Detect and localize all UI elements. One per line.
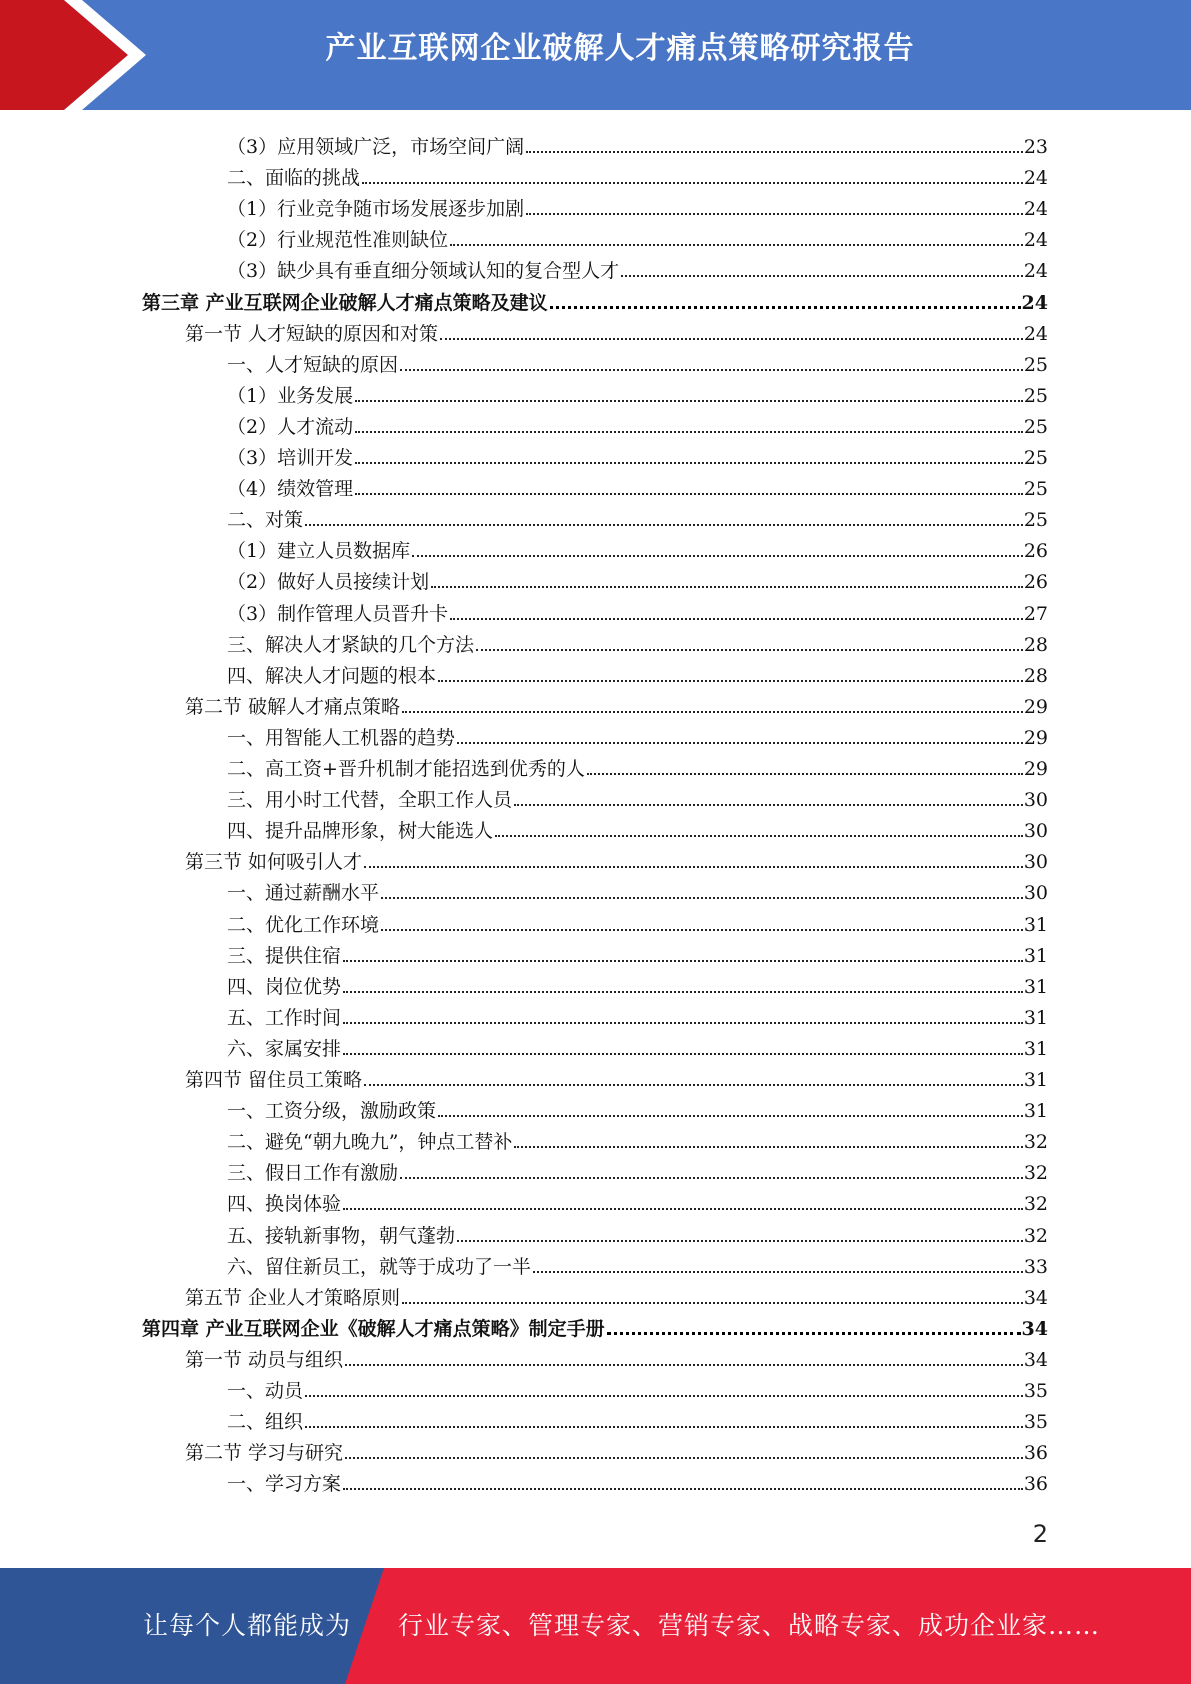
toc-entry-title: 一、通过薪酬水平 <box>227 882 380 905</box>
toc-dot-leader <box>343 960 1023 962</box>
toc-dot-leader <box>450 244 1023 246</box>
toc-entry-title: 二、避免“朝九晚九”，钟点工替补 <box>227 1131 513 1154</box>
toc-entry-page: 25 <box>1023 384 1048 407</box>
toc-entry[interactable] <box>227 1154 1048 1185</box>
toc-entry[interactable] <box>227 563 1048 594</box>
toc-entry-page: 24 <box>1023 260 1048 283</box>
toc-entry-title: 第四节 留住员工策略 <box>185 1069 363 1091</box>
toc-entry-title: 六、家属安排 <box>227 1037 342 1060</box>
toc-dot-leader <box>343 991 1023 993</box>
toc-entry-title: 第三章 产业互联网企业破解人才痛点策略及建议 <box>142 291 548 314</box>
toc-entry[interactable] <box>227 377 1048 408</box>
toc-entry-title: 五、工作时间 <box>227 1006 342 1029</box>
toc-entry-page: 29 <box>1023 695 1048 718</box>
toc-entry-title: 二、对策 <box>227 509 304 532</box>
toc-entry[interactable] <box>227 1185 1048 1216</box>
toc-entry[interactable] <box>227 812 1048 843</box>
toc-dot-leader <box>438 680 1023 682</box>
toc-entry-page: 25 <box>1023 509 1048 532</box>
toc-dot-leader <box>402 711 1023 713</box>
toc-entry-title: （2）人才流动 <box>227 415 354 438</box>
toc-entry-page: 29 <box>1023 758 1048 780</box>
toc-entry[interactable] <box>142 1310 1048 1341</box>
toc-entry-title: 一、学习方案 <box>227 1473 342 1496</box>
toc-entry[interactable] <box>227 408 1048 439</box>
toc-entry-title: 第一节 动员与组织 <box>185 1348 344 1371</box>
toc-entry-title: （1）行业竞争随市场发展逐步加剧 <box>227 198 525 221</box>
toc-entry-page: 27 <box>1023 602 1048 625</box>
header-chevron-decoration <box>0 0 160 110</box>
toc-entry-title: （1）业务发展 <box>227 384 354 407</box>
toc-entry[interactable] <box>185 1341 1048 1372</box>
toc-entry-page: 32 <box>1023 1224 1048 1247</box>
toc-entry[interactable] <box>227 906 1048 937</box>
toc-dot-leader <box>400 1177 1023 1179</box>
toc-dot-leader <box>476 649 1023 651</box>
toc-dot-leader <box>343 1208 1023 1210</box>
toc-entry-page: 34 <box>1023 1348 1048 1371</box>
toc-dot-leader <box>533 1271 1023 1273</box>
toc-entry[interactable] <box>185 315 1048 346</box>
toc-entry[interactable] <box>227 626 1048 657</box>
toc-entry-page: 36 <box>1023 1473 1048 1496</box>
toc-dot-leader <box>457 742 1023 744</box>
toc-dot-leader <box>438 1115 1023 1117</box>
toc-dot-leader <box>550 306 1021 309</box>
toc-entry[interactable] <box>227 128 1048 159</box>
toc-entry-title: 第四章 产业互联网企业《破解人才痛点策略》制定手册 <box>142 1317 605 1340</box>
toc-entry-page: 33 <box>1023 1255 1048 1278</box>
toc-dot-leader <box>402 1302 1023 1304</box>
toc-entry-page: 31 <box>1023 913 1048 936</box>
toc-entry-title: 五、接轨新事物，朝气蓬勃 <box>227 1224 456 1247</box>
toc-dot-leader <box>305 1395 1023 1397</box>
toc-entry-title: 六、留住新员工，就等于成功了一半 <box>227 1255 532 1278</box>
toc-entry[interactable] <box>227 968 1048 999</box>
toc-entry-page: 32 <box>1023 1193 1048 1216</box>
toc-entry-page: 28 <box>1023 664 1048 687</box>
toc-entry-title: （3）缺少具有垂直细分领域认知的复合型人才 <box>227 260 620 283</box>
toc-entry-page: 25 <box>1023 353 1048 376</box>
toc-entry[interactable] <box>185 688 1048 719</box>
toc-entry[interactable] <box>227 1217 1048 1248</box>
toc-entry-title: （2）行业规范性准则缺位 <box>227 229 449 252</box>
document-title: 产业互联网企业破解人才痛点策略研究报告 <box>325 31 915 66</box>
toc-entry-page: 26 <box>1023 571 1048 594</box>
toc-entry[interactable] <box>227 1465 1048 1496</box>
toc-entry-title: 第二节 学习与研究 <box>185 1442 344 1465</box>
toc-entry-title: （1）建立人员数据库 <box>227 540 411 563</box>
toc-dot-leader <box>345 1457 1023 1459</box>
toc-entry[interactable] <box>227 781 1048 812</box>
toc-entry[interactable] <box>142 284 1048 315</box>
toc-dot-leader <box>457 1240 1023 1242</box>
toc-entry-title: 二、高工资+晋升机制才能招选到优秀的人 <box>227 758 585 780</box>
toc-dot-leader <box>305 524 1023 526</box>
toc-dot-leader <box>305 1426 1023 1428</box>
toc-entry[interactable] <box>185 1279 1048 1310</box>
toc-dot-leader <box>440 338 1023 340</box>
toc-dot-leader <box>621 275 1023 277</box>
toc-entry-title: 第二节 破解人才痛点策略 <box>185 695 401 718</box>
toc-entry-title: 一、动员 <box>227 1380 304 1402</box>
toc-entry-title: 四、岗位优势 <box>227 975 342 998</box>
toc-entry-page: 28 <box>1023 633 1048 656</box>
toc-entry-title: 第一节 人才短缺的原因和对策 <box>185 322 439 345</box>
toc-entry-page: 32 <box>1023 1131 1048 1154</box>
toc-entry-page: 30 <box>1023 820 1048 843</box>
toc-entry[interactable] <box>227 999 1048 1030</box>
toc-dot-leader <box>587 773 1023 775</box>
toc-entry-title: （3）应用领域广泛，市场空间广阔 <box>227 136 525 158</box>
toc-dot-leader <box>343 1488 1023 1490</box>
toc-entry-page: 25 <box>1023 478 1048 501</box>
toc-dot-leader <box>514 1146 1022 1148</box>
toc-entry-title: 三、用小时工代替，全职工作人员 <box>227 789 513 812</box>
toc-dot-leader <box>526 213 1023 215</box>
toc-dot-leader <box>364 1084 1023 1086</box>
toc-dot-leader <box>345 1364 1023 1366</box>
toc-entry-title: 二、面临的挑战 <box>227 167 361 190</box>
toc-dot-leader <box>343 1053 1023 1055</box>
toc-dot-leader <box>450 618 1023 620</box>
toc-dot-leader <box>381 897 1023 899</box>
toc-entry-page: 34 <box>1023 1286 1048 1309</box>
toc-entry[interactable] <box>227 657 1048 688</box>
toc-dot-leader <box>431 586 1023 588</box>
toc-entry-page: 34 <box>1021 1317 1048 1340</box>
toc-entry[interactable] <box>227 937 1048 968</box>
toc-dot-leader <box>355 400 1023 402</box>
toc-entry-title: （4）绩效管理 <box>227 478 354 501</box>
toc-entry[interactable] <box>227 1123 1048 1154</box>
page-header <box>0 0 1191 110</box>
toc-dot-leader <box>400 369 1023 371</box>
toc-entry-page: 25 <box>1023 415 1048 438</box>
toc-entry-page: 31 <box>1023 1037 1048 1060</box>
footer-slogan-left: 让每个人都能成为 <box>143 1611 352 1640</box>
toc-entry-page: 31 <box>1023 944 1048 967</box>
toc-dot-leader <box>381 929 1023 931</box>
page-number: 2 <box>1032 1520 1048 1548</box>
toc-entry-page: 32 <box>1023 1162 1048 1185</box>
toc-entry-title: 三、假日工作有激励 <box>227 1162 399 1185</box>
toc-entry[interactable] <box>185 1061 1048 1092</box>
toc-dot-leader <box>526 151 1023 153</box>
toc-entry-page: 31 <box>1023 1006 1048 1029</box>
toc-entry[interactable] <box>227 1372 1048 1403</box>
toc-entry[interactable] <box>227 532 1048 563</box>
toc-dot-leader <box>343 1022 1023 1024</box>
toc-entry-title: （3）培训开发 <box>227 447 354 469</box>
toc-entry-page: 31 <box>1023 1069 1048 1091</box>
toc-entry[interactable] <box>185 843 1048 874</box>
toc-entry[interactable] <box>227 346 1048 377</box>
toc-entry[interactable] <box>227 159 1048 190</box>
toc-dot-leader <box>362 182 1023 184</box>
toc-entry[interactable] <box>227 252 1048 283</box>
page-footer <box>0 1568 1191 1684</box>
toc-entry-page: 24 <box>1023 167 1048 190</box>
toc-entry[interactable] <box>227 719 1048 750</box>
toc-entry-title: 二、优化工作环境 <box>227 913 380 936</box>
toc-entry[interactable] <box>227 1248 1048 1279</box>
toc-entry-page: 35 <box>1023 1380 1048 1402</box>
toc-entry[interactable] <box>227 1092 1048 1123</box>
toc-entry-title: 一、工资分级，激励政策 <box>227 1100 437 1123</box>
toc-entry[interactable] <box>227 221 1048 252</box>
toc-entry-page: 23 <box>1023 136 1048 158</box>
toc-entry[interactable] <box>227 439 1048 470</box>
toc-entry[interactable] <box>227 501 1048 532</box>
toc-entry-page: 25 <box>1023 447 1048 469</box>
toc-dot-leader <box>364 866 1023 868</box>
toc-entry[interactable] <box>185 1434 1048 1465</box>
toc-entry-page: 29 <box>1023 726 1048 749</box>
toc-entry-page: 24 <box>1023 229 1048 252</box>
toc-dot-leader <box>412 555 1023 557</box>
toc-dot-leader <box>355 462 1023 464</box>
toc-entry-title: 一、用智能人工机器的趋势 <box>227 726 456 749</box>
toc-entry-page: 30 <box>1023 789 1048 812</box>
toc-entry-page: 31 <box>1023 975 1048 998</box>
toc-dot-leader <box>355 493 1023 495</box>
toc-entry[interactable] <box>227 1403 1048 1434</box>
toc-entry[interactable] <box>227 1030 1048 1061</box>
toc-entry-title: 三、解决人才紧缺的几个方法 <box>227 633 475 656</box>
toc-entry-page: 31 <box>1023 1100 1048 1123</box>
toc-entry-page: 26 <box>1023 540 1048 563</box>
toc-dot-leader <box>514 804 1023 806</box>
toc-entry-title: 第三节 如何吸引人才 <box>185 851 363 874</box>
toc-entry-page: 35 <box>1023 1411 1048 1434</box>
toc-entry[interactable] <box>227 874 1048 905</box>
toc-entry-title: 四、换岗体验 <box>227 1193 342 1216</box>
toc-entry-page: 36 <box>1023 1442 1048 1465</box>
toc-entry[interactable] <box>227 470 1048 501</box>
toc-entry-page: 30 <box>1023 882 1048 905</box>
toc-entry-title: 四、提升品牌形象，树大能选人 <box>227 820 494 843</box>
toc-entry[interactable] <box>227 190 1048 221</box>
toc-entry[interactable] <box>227 750 1048 781</box>
toc-entry-page: 24 <box>1021 291 1048 314</box>
toc-entry-title: 二、组织 <box>227 1411 304 1434</box>
toc-entry-title: 三、提供住宿 <box>227 944 342 967</box>
toc-dot-leader <box>355 431 1023 433</box>
toc-dot-leader <box>495 835 1023 837</box>
toc-entry-title: 四、解决人才问题的根本 <box>227 664 437 687</box>
toc-entry-title: （2）做好人员接续计划 <box>227 571 430 594</box>
footer-slogan-right: 行业专家、管理专家、营销专家、战略专家、成功企业家…… <box>398 1611 1101 1640</box>
toc-entry-page: 24 <box>1023 322 1048 345</box>
toc-entry-page: 24 <box>1023 198 1048 221</box>
toc-entry-title: 一、人才短缺的原因 <box>227 353 399 376</box>
toc-entry-title: 第五节 企业人才策略原则 <box>185 1286 401 1309</box>
toc-entry-page: 30 <box>1023 851 1048 874</box>
toc-dot-leader <box>607 1332 1021 1335</box>
toc-entry[interactable] <box>227 595 1048 626</box>
toc-entry-title: （3）制作管理人员晋升卡 <box>227 602 449 625</box>
